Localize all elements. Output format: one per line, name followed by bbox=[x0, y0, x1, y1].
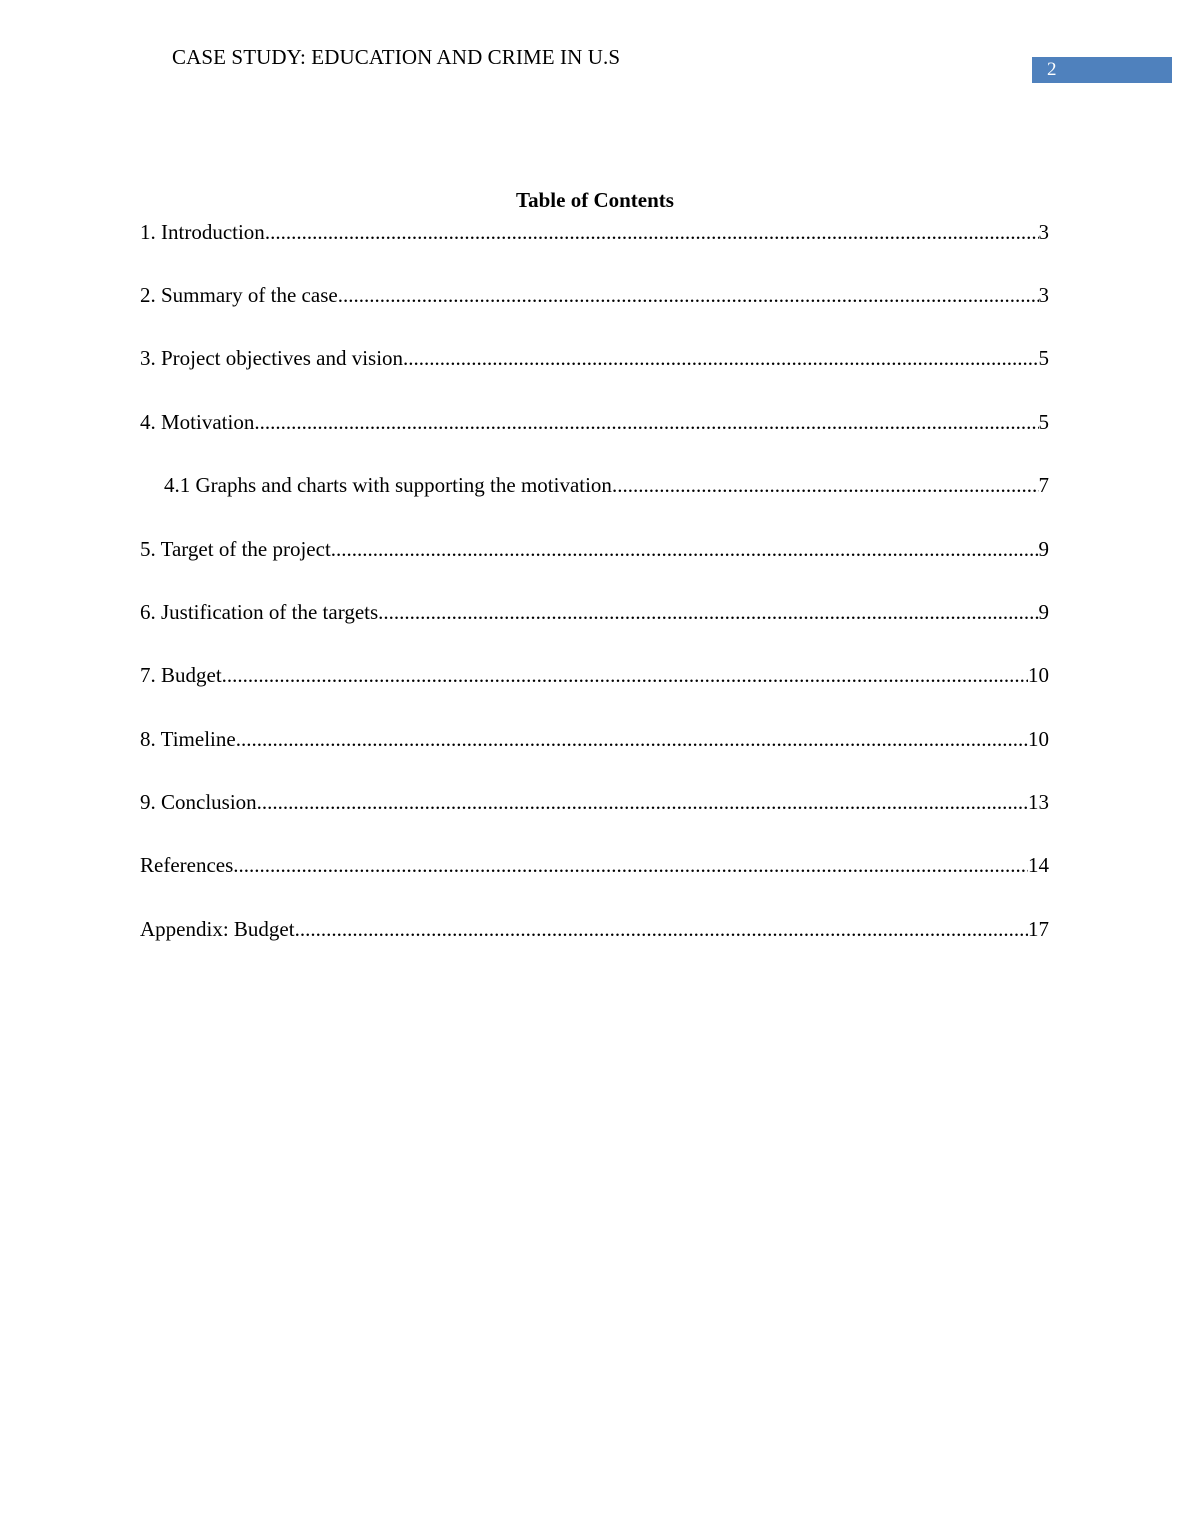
toc-dot-leader bbox=[222, 661, 1028, 689]
toc-title: Table of Contents bbox=[516, 188, 674, 212]
toc-entry-label: 4. Motivation bbox=[140, 410, 255, 434]
toc-entry-page: 10 bbox=[1028, 727, 1049, 751]
toc-dot-leader bbox=[338, 281, 1039, 309]
toc-dot-leader bbox=[612, 471, 1039, 499]
toc-entry-target[interactable] bbox=[140, 535, 1049, 563]
toc-entry-label: 4.1 Graphs and charts with supporting the motivation bbox=[164, 473, 612, 497]
toc-dot-leader bbox=[378, 598, 1038, 626]
toc-entry-page: 5 bbox=[1038, 410, 1049, 434]
toc-entry-label: 6. Justification of the targets bbox=[140, 600, 379, 624]
toc-entry-label: 1. Introduction bbox=[140, 220, 265, 244]
toc-entry-page: 17 bbox=[1028, 917, 1049, 941]
toc-dot-leader bbox=[265, 218, 1039, 246]
toc-entry-label: Appendix: Budget bbox=[140, 917, 295, 941]
toc-dot-leader bbox=[233, 851, 1028, 879]
page-number: 2 bbox=[1047, 59, 1057, 80]
toc-dot-leader bbox=[254, 408, 1038, 436]
toc-entry-label: 5. Target of the project bbox=[140, 537, 331, 561]
toc-entry-label: 9. Conclusion bbox=[140, 790, 257, 814]
toc-entry-summary[interactable] bbox=[140, 281, 1049, 309]
toc-entry-justification[interactable] bbox=[140, 598, 1049, 626]
toc-entry-page: 9 bbox=[1038, 537, 1049, 561]
toc-entry-objectives[interactable] bbox=[140, 344, 1049, 372]
toc-entry-references[interactable] bbox=[140, 851, 1049, 879]
toc-entry-conclusion[interactable] bbox=[140, 788, 1049, 816]
toc-entry-page: 3 bbox=[1038, 283, 1049, 307]
toc-dot-leader bbox=[257, 788, 1028, 816]
toc-dot-leader bbox=[236, 725, 1028, 753]
toc-entry-page: 7 bbox=[1038, 473, 1049, 497]
toc-entry-page: 14 bbox=[1028, 853, 1049, 877]
toc-entry-label: 2. Summary of the case bbox=[140, 283, 338, 307]
toc-entry-page: 13 bbox=[1028, 790, 1049, 814]
toc-entry-graphs-charts[interactable] bbox=[164, 471, 1049, 499]
toc-entry-page: 9 bbox=[1038, 600, 1049, 624]
running-head: CASE STUDY: EDUCATION AND CRIME IN U.S bbox=[172, 45, 621, 69]
toc-entry-introduction[interactable] bbox=[140, 218, 1049, 246]
toc-entry-label: 3. Project objectives and vision bbox=[140, 346, 404, 370]
toc-entry-page: 10 bbox=[1028, 663, 1049, 687]
toc-dot-leader bbox=[331, 535, 1039, 563]
toc-entry-page: 3 bbox=[1038, 220, 1049, 244]
toc-entry-appendix-budget[interactable] bbox=[140, 915, 1049, 943]
toc-dot-leader bbox=[403, 344, 1038, 372]
toc-entry-label: 7. Budget bbox=[140, 663, 222, 687]
toc-entry-label: References bbox=[140, 853, 234, 877]
toc-dot-leader bbox=[295, 915, 1028, 943]
toc-entry-motivation[interactable] bbox=[140, 408, 1049, 436]
page-number-badge bbox=[1032, 57, 1172, 83]
toc-entry-label: 8. Timeline bbox=[140, 727, 236, 751]
toc-entry-timeline[interactable] bbox=[140, 725, 1049, 753]
toc-entry-page: 5 bbox=[1038, 346, 1049, 370]
toc-entry-budget[interactable] bbox=[140, 661, 1049, 689]
